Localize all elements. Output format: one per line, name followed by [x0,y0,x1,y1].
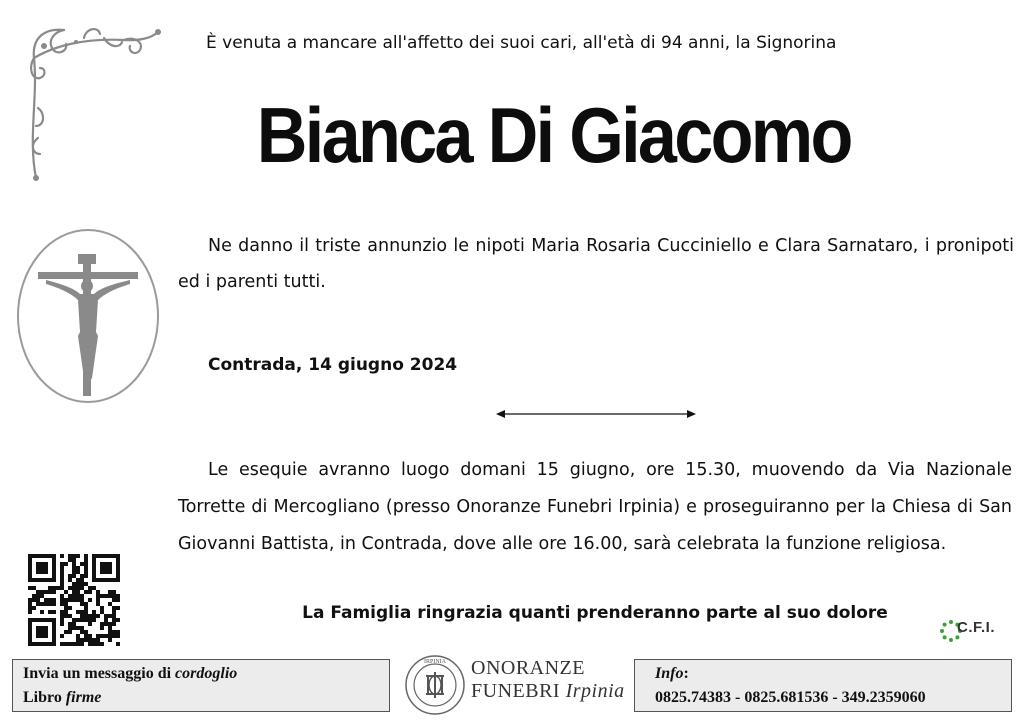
deceased-name: Bianca Di Giacomo [256,91,851,179]
intro-text: È venuta a mancare all'affetto dei suoi cari, all'età di 94 anni, la Signorina [206,33,837,53]
guestbook-link[interactable] [23,686,379,710]
announcement-text: Ne danno il triste annunzio le nipoti Maria Rosaria Cucciniello e Clara Sarnataro, i pronipoti ed i parenti tutti. [178,236,1014,292]
condolence-link[interactable] [23,662,379,686]
book-emph: firme [65,689,102,706]
phone-numbers[interactable]: 0825.74383 - 0825.681536 - 349.2359060 [655,689,926,706]
cfi-label: C.F.I. [957,619,996,636]
agency-line1: ONORANZE [471,657,585,679]
condolence-box[interactable] [12,659,390,712]
logo-ring-text: IRPINIA [424,659,446,665]
info-label: Info [655,665,684,682]
funeral-details: Le esequie avranno luogo domani 15 giugno, ore 15.30, muovendo da Via Nazionale Torrette di Mercogliano (presso Onoranze Funebri Irpinia) e proseguiranno per la Chiesa di San Giovanni Battista, in Contrada, dove alle ore 16.00, sarà celebrata la funzione religiosa. [178,460,1012,554]
agency-line2-emph: Irpinia [565,680,625,702]
agency-line2-prefix: FUNEBRI [471,680,566,702]
agency-logo-icon [404,654,466,720]
place-date: Contrada, 14 giugno 2024 [208,355,458,375]
info-box [634,659,1012,712]
qr-code-icon[interactable] [28,554,120,650]
info-colon: : [683,665,689,682]
book-prefix: Libro [23,689,66,706]
condolence-prefix: Invia un messaggio di [23,665,176,682]
agency-line2 [471,680,625,703]
agency-name [471,657,625,703]
condolence-emph: cordoglio [175,665,238,682]
thanks-text: La Famiglia ringrazia quanti prenderanno parte al suo dolore [302,603,888,623]
crucifix-icon [16,228,160,408]
divider-arrow [495,406,697,426]
